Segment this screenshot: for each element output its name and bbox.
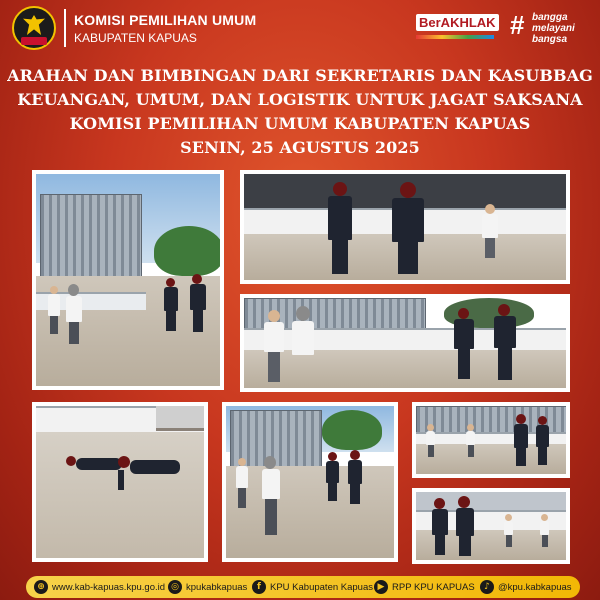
youtube-link[interactable]: [374, 579, 475, 595]
photo-briefing-closeup: [240, 294, 570, 392]
photo-push-ups: [32, 402, 208, 562]
website-text: www.kab-kapuas.kpu.go.id: [52, 581, 166, 593]
website-link[interactable]: [34, 579, 165, 595]
globe-icon: ⊕: [34, 580, 48, 594]
tiktok-text: @kpu.kabkapuas: [498, 581, 572, 593]
instagram-link[interactable]: [168, 579, 247, 595]
garuda-shape: [23, 15, 45, 35]
photo-formation-side: [412, 402, 570, 478]
facebook-text: KPU Kabupaten Kapuas: [270, 581, 373, 593]
facebook-link[interactable]: [252, 579, 373, 595]
bangsa-word: bangsa: [532, 34, 568, 45]
youtube-text: RPP KPU KAPUAS: [392, 581, 475, 593]
event-title: [0, 64, 600, 160]
tiktok-link[interactable]: [480, 579, 572, 595]
logo-banner: [21, 37, 47, 45]
photo-briefing-distance: [222, 402, 398, 562]
org-subtitle: KABUPATEN KAPUAS: [74, 31, 197, 45]
berakhlak-text: BerAKHLAK: [416, 14, 499, 31]
social-footer: [26, 576, 580, 598]
melayani-word: melayani: [532, 23, 575, 34]
photo-guards-back-view: [240, 170, 570, 284]
facebook-icon: f: [252, 580, 266, 594]
tiktok-icon: ♪: [480, 580, 494, 594]
photo-guards-front: [412, 488, 570, 564]
title-line-1: ARAHAN DAN BIMBINGAN DARI SEKRETARIS DAN KASUBBAG: [7, 66, 593, 85]
youtube-icon: ▶: [374, 580, 388, 594]
header-divider: [64, 9, 66, 47]
instagram-text: kpukabkapuas: [186, 581, 248, 593]
org-name: KOMISI PEMILIHAN UMUM: [74, 12, 257, 28]
photo-briefing-wide: [32, 170, 224, 390]
title-line-2: KEUANGAN, UMUM, DAN LOGISTIK UNTUK JAGAT SAKSANA: [17, 90, 583, 109]
header: [0, 0, 600, 56]
title-line-3: KOMISI PEMILIHAN UMUM KABUPATEN KAPUAS: [69, 114, 531, 133]
bangga-word: bangga: [532, 12, 568, 23]
instagram-icon: ◎: [168, 580, 182, 594]
title-date: SENIN, 25 AGUSTUS 2025: [180, 138, 420, 157]
hashtag-icon: #: [510, 10, 525, 40]
bangga-melayani-bangsa-logo: [510, 10, 594, 44]
berakhlak-logo: [416, 14, 496, 42]
berakhlak-color-strip: [416, 35, 494, 39]
kpu-logo-icon: [12, 6, 56, 50]
